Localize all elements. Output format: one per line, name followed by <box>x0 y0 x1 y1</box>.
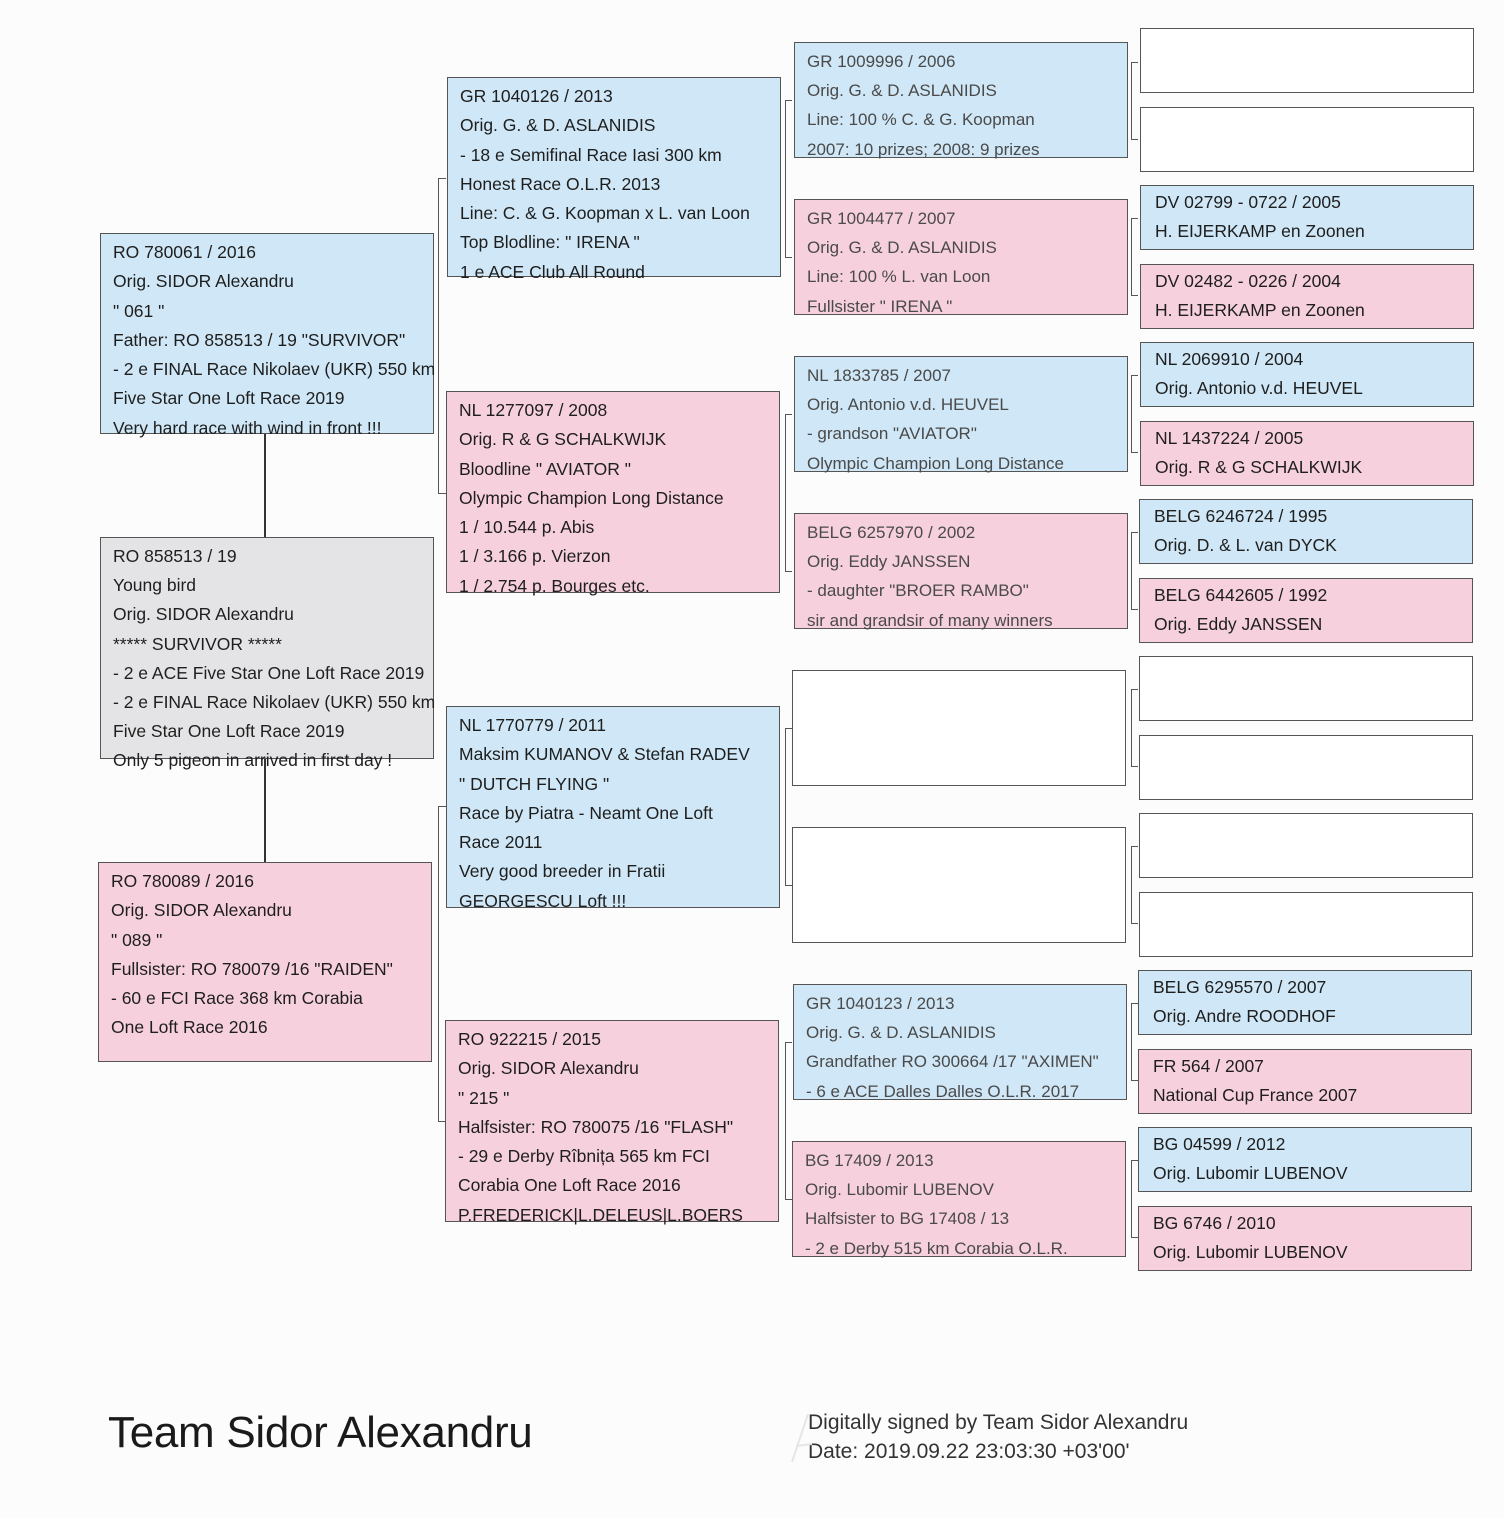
signature-mark-icon <box>778 1408 818 1468</box>
card-line: Only 5 pigeon in arrived in first day ! <box>113 750 393 771</box>
card-line: Orig. Lubomir LUBENOV <box>1153 1242 1348 1262</box>
granddam-maternal-card <box>445 1020 779 1225</box>
gggp-card-9-empty <box>1139 656 1473 721</box>
card-line: Corabia One Loft Race 2016 <box>458 1175 681 1196</box>
connector-father-subject <box>264 434 266 538</box>
bracket-gen3-2 <box>1131 375 1138 453</box>
card-line: - 18 e Semifinal Race Iasi 300 km <box>460 144 722 165</box>
bracket-gen2-1 <box>785 414 792 572</box>
gggp-card-13 <box>1138 970 1472 1035</box>
card-line: NL 2069910 / 2004 <box>1155 349 1304 369</box>
card-line: sir and grandsir of many winners <box>807 610 1053 630</box>
card-line: Halfsister: RO 780075 /16 "FLASH" <box>458 1116 734 1137</box>
card-line: BELG 6442605 / 1992 <box>1154 585 1328 605</box>
grandsire-maternal-card <box>446 706 780 911</box>
card-line: Very good breeder in Fratii <box>459 861 666 882</box>
card-line: Orig. G. & D. ASLANIDIS <box>806 1023 996 1043</box>
card-line: GR 1040126 / 2013 <box>460 86 613 106</box>
great-grandparent-card-3 <box>794 356 1128 472</box>
bracket-gen3-4 <box>1131 689 1138 767</box>
team-name-heading: Team Sidor Alexandru <box>108 1408 533 1457</box>
digital-signature <box>808 1408 1188 1466</box>
card-line: Orig. G. & D. ASLANIDIS <box>807 81 997 101</box>
card-line: 2007: 10 prizes; 2008: 9 prizes <box>807 139 1040 159</box>
card-line: " 089 " <box>111 929 163 950</box>
card-line: Fullsister " IRENA " <box>807 296 953 316</box>
bracket-gen3-5 <box>1131 846 1138 924</box>
gggp-card-4 <box>1140 264 1474 329</box>
card-line: 1 / 3.166 p. Vierzon <box>459 546 611 567</box>
gggp-card-14 <box>1138 1049 1472 1114</box>
card-line: NL 1833785 / 2007 <box>807 366 951 385</box>
gggp-card-11-empty <box>1139 813 1473 878</box>
card-line: BELG 6295570 / 2007 <box>1153 977 1327 997</box>
card-line: NL 1437224 / 2005 <box>1155 428 1304 448</box>
card-line: 1 / 2.754 p. Bourges etc. <box>459 575 650 596</box>
card-line: - 2 e FINAL Race Nikolaev (UKR) 550 km <box>113 692 436 713</box>
card-line: Fullsister: RO 780079 /16 "RAIDEN" <box>111 958 393 979</box>
card-line: - 60 e FCI Race 368 km Corabia <box>111 988 363 1009</box>
card-line: Line: 100 % C. & G. Koopman <box>807 110 1035 130</box>
card-line: " DUTCH FLYING " <box>459 773 610 794</box>
card-line: Top Blodline: " IRENA " <box>460 232 640 253</box>
father-card <box>100 233 436 438</box>
card-line: RO 780089 / 2016 <box>111 871 255 891</box>
card-line: Orig. SIDOR Alexandru <box>458 1058 639 1079</box>
card-line: Five Star One Loft Race 2019 <box>113 388 345 409</box>
card-line: - 29 e Derby Rîbnița 565 km FCI <box>458 1146 710 1167</box>
bracket-father-parents <box>438 178 446 494</box>
bracket-gen3-7 <box>1131 1160 1138 1238</box>
bracket-gen3-1 <box>1131 218 1138 296</box>
card-line: - grandson "AVIATOR" <box>807 424 977 444</box>
card-line: GR 1004477 / 2007 <box>807 209 956 228</box>
card-line: RO 858513 / 19 <box>113 546 237 566</box>
gggp-card-1-empty <box>1140 28 1474 93</box>
gggp-card-5 <box>1140 342 1474 407</box>
card-line: Grandfather RO 300664 /17 "AXIMEN" <box>806 1052 1099 1072</box>
gggp-card-10-empty <box>1139 735 1473 800</box>
card-line: Very hard race with wind in front !!! <box>113 417 382 438</box>
signature-date-text: Date: 2019.09.22 23:03:30 +03'00' <box>808 1440 1130 1463</box>
card-line: Line: C. & G. Koopman x L. van Loon <box>460 203 750 224</box>
card-line: BELG 6257970 / 2002 <box>807 523 976 542</box>
great-grandparent-card-7 <box>793 984 1127 1100</box>
gggp-card-16 <box>1138 1206 1472 1271</box>
card-line: 1 / 10.544 p. Abis <box>459 517 595 538</box>
card-line: BELG 6246724 / 1995 <box>1154 506 1328 526</box>
card-line: BG 6746 / 2010 <box>1153 1213 1276 1233</box>
gggp-card-8 <box>1139 578 1473 643</box>
gggp-card-12-empty <box>1139 892 1473 957</box>
card-line: ***** SURVIVOR ***** <box>113 633 282 654</box>
card-line: Orig. R & G SCHALKWIJK <box>459 429 667 450</box>
card-line: - 2 e Derby 515 km Corabia O.L.R. <box>805 1238 1068 1258</box>
subject-card <box>100 537 436 771</box>
card-line: Orig. SIDOR Alexandru <box>111 900 292 921</box>
card-line: Orig. Eddy JANSSEN <box>807 552 971 572</box>
gggp-card-15 <box>1138 1127 1472 1192</box>
card-line: " 215 " <box>458 1087 510 1108</box>
card-line: H. EIJERKAMP en Zoonen <box>1155 221 1365 241</box>
great-grandparent-card-2 <box>794 199 1128 315</box>
bracket-gen3-0 <box>1131 62 1138 140</box>
card-line: H. EIJERKAMP en Zoonen <box>1155 300 1365 320</box>
card-line: Race 2011 <box>459 832 543 853</box>
great-grandparent-card-8 <box>792 1141 1126 1257</box>
bracket-gen2-2 <box>785 728 792 886</box>
card-line: DV 02799 - 0722 / 2005 <box>1155 192 1341 212</box>
gggp-card-7 <box>1139 499 1473 564</box>
card-line: Orig. D. & L. van DYCK <box>1154 535 1337 555</box>
card-line: GR 1040123 / 2013 <box>806 994 955 1013</box>
card-line: P.FREDERICK|L.DELEUS|L.BOERS <box>458 1204 743 1225</box>
card-line: 1 e ACE Club All Round <box>460 261 645 282</box>
card-line: Halfsister to BG 17408 / 13 <box>805 1209 1010 1229</box>
card-line: Five Star One Loft Race 2019 <box>113 721 345 742</box>
card-line: Race by Piatra - Neamt One Loft <box>459 802 713 823</box>
gggp-card-2-empty <box>1140 107 1474 172</box>
card-line: Orig. Antonio v.d. HEUVEL <box>1155 378 1363 398</box>
great-grandparent-card-4 <box>794 513 1128 629</box>
card-line: GR 1009996 / 2006 <box>807 52 956 71</box>
card-line: Olympic Champion Long Distance <box>459 487 724 508</box>
card-line: Bloodline " AVIATOR " <box>459 458 631 479</box>
card-line: Orig. Lubomir LUBENOV <box>805 1180 994 1200</box>
card-line: - 2 e FINAL Race Nikolaev (UKR) 550 km <box>113 359 436 380</box>
card-line: National Cup France 2007 <box>1153 1085 1358 1105</box>
bracket-gen2-0 <box>785 100 792 258</box>
gggp-card-3 <box>1140 185 1474 250</box>
card-line: Orig. G. & D. ASLANIDIS <box>807 238 997 258</box>
card-line: Orig. Eddy JANSSEN <box>1154 614 1323 634</box>
card-line: One Loft Race 2016 <box>111 1017 268 1038</box>
card-line: Orig. R & G SCHALKWIJK <box>1155 457 1363 477</box>
card-line: BG 04599 / 2012 <box>1153 1134 1286 1154</box>
card-line: NL 1277097 / 2008 <box>459 400 608 420</box>
card-line: BG 17409 / 2013 <box>805 1151 934 1170</box>
card-line: NL 1770779 / 2011 <box>459 715 606 735</box>
card-line: RO 922215 / 2015 <box>458 1029 602 1049</box>
card-line: - 2 e ACE Five Star One Loft Race 2019 <box>113 662 425 683</box>
card-line: Olympic Champion Long Distance <box>807 453 1065 473</box>
card-line: GEORGESCU Loft !!! <box>459 890 627 911</box>
card-line: RO 780061 / 2016 <box>113 242 257 262</box>
card-line: - daughter "BROER RAMBO" <box>807 581 1029 601</box>
great-grandparent-card-1 <box>794 42 1128 158</box>
card-line: FR 564 / 2007 <box>1153 1056 1264 1076</box>
mother-card <box>98 862 432 1062</box>
card-line: Orig. SIDOR Alexandru <box>113 271 294 292</box>
card-line: Maksim KUMANOV & Stefan RADEV <box>459 744 750 765</box>
bracket-gen3-3 <box>1131 532 1138 610</box>
bracket-gen3-6 <box>1131 1003 1138 1081</box>
signed-by-text: Digitally signed by Team Sidor Alexandru <box>808 1411 1189 1434</box>
gggp-card-6 <box>1140 421 1474 486</box>
card-line: Orig. Antonio v.d. HEUVEL <box>807 395 1009 415</box>
great-grandparent-card-5-empty <box>792 670 1126 786</box>
card-line: - 6 e ACE Dalles Dalles O.L.R. 2017 <box>806 1081 1080 1101</box>
card-line: Orig. G. & D. ASLANIDIS <box>460 115 656 136</box>
card-line: Father: RO 858513 / 19 "SURVIVOR" <box>113 329 406 350</box>
bracket-gen2-3 <box>785 1042 792 1200</box>
granddam-paternal-card <box>446 391 780 596</box>
card-line: Orig. Lubomir LUBENOV <box>1153 1163 1348 1183</box>
card-line: Orig. SIDOR Alexandru <box>113 604 294 625</box>
card-line: Orig. Andre ROODHOF <box>1153 1006 1336 1026</box>
grandsire-paternal-card <box>447 77 781 282</box>
card-line: Line: 100 % L. van Loon <box>807 267 991 287</box>
card-line: DV 02482 - 0226 / 2004 <box>1155 271 1341 291</box>
card-line: Honest Race O.L.R. 2013 <box>460 173 661 194</box>
great-grandparent-card-6-empty <box>792 827 1126 943</box>
card-line: Young bird <box>113 575 197 596</box>
card-line: " 061 " <box>113 300 165 321</box>
